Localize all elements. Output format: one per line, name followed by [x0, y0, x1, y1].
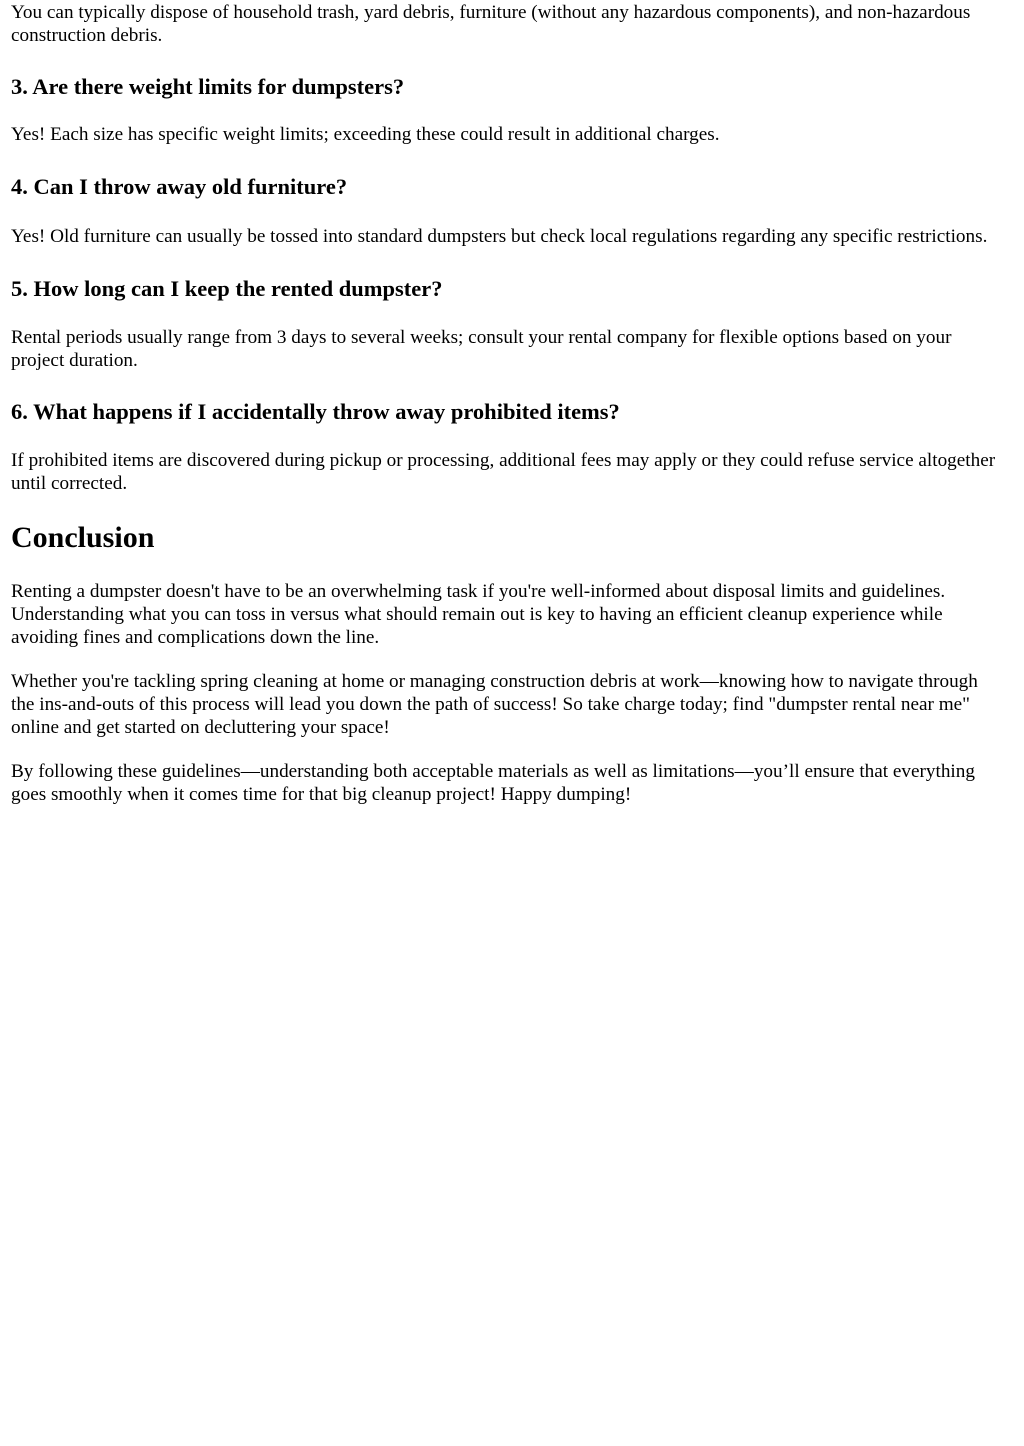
intro-paragraph: You can typically dispose of household trash, yard debris, furniture (without any hazardous components), and non-hazardous construction debris. — [11, 2, 971, 46]
faq-item-6 — [11, 399, 1001, 495]
faq-answer-6: If prohibited items are discovered during pickup or processing, additional fees may apply or they could refuse service altogether until corrected. — [11, 450, 996, 494]
faq-answer-4: Yes! Old furniture can usually be tossed into standard dumpsters but check local regulations regarding any specific restrictions. — [11, 226, 988, 247]
faq-answer-5: Rental periods usually range from 3 days to several weeks; consult your rental company for flexible options based on your project duration. — [11, 327, 952, 371]
faq-item-4 — [11, 174, 1001, 248]
faq-answer-3: Yes! Each size has specific weight limits; exceeding these could result in additional charges. — [11, 124, 720, 145]
faq-item-3 — [11, 74, 1001, 146]
faq-item-5 — [11, 276, 1001, 372]
conclusion-paragraph-2: Whether you're tackling spring cleaning at home or managing construction debris at work—knowing how to navigate through the ins-and-outs of this process will lead you down the path of success! So take charge today; find "dumpster rental near me" online and get started on decluttering your space! — [11, 671, 978, 738]
faq-question-3: 3. Are there weight limits for dumpsters? — [11, 74, 405, 99]
conclusion-heading: Conclusion — [11, 521, 155, 554]
faq-question-6: 6. What happens if I accidentally throw away prohibited items? — [11, 399, 620, 424]
faq-question-4: 4. Can I throw away old furniture? — [11, 174, 348, 199]
conclusion-section — [11, 521, 1001, 806]
conclusion-paragraph-1: Renting a dumpster doesn't have to be an overwhelming task if you're well-informed about disposal limits and guidelines. Understanding what you can toss in versus what should remain out is key to having an efficient cleanup experience while avoiding fines and complications down the line. — [11, 581, 946, 648]
faq-question-5: 5. How long can I keep the rented dumpster? — [11, 276, 443, 301]
article-body — [11, 0, 1001, 806]
conclusion-paragraph-3: By following these guidelines—understanding both acceptable materials as well as limitations—you’ll ensure that everything goes smoothly when it comes time for that big cleanup project! Happy dumping! — [11, 761, 975, 805]
